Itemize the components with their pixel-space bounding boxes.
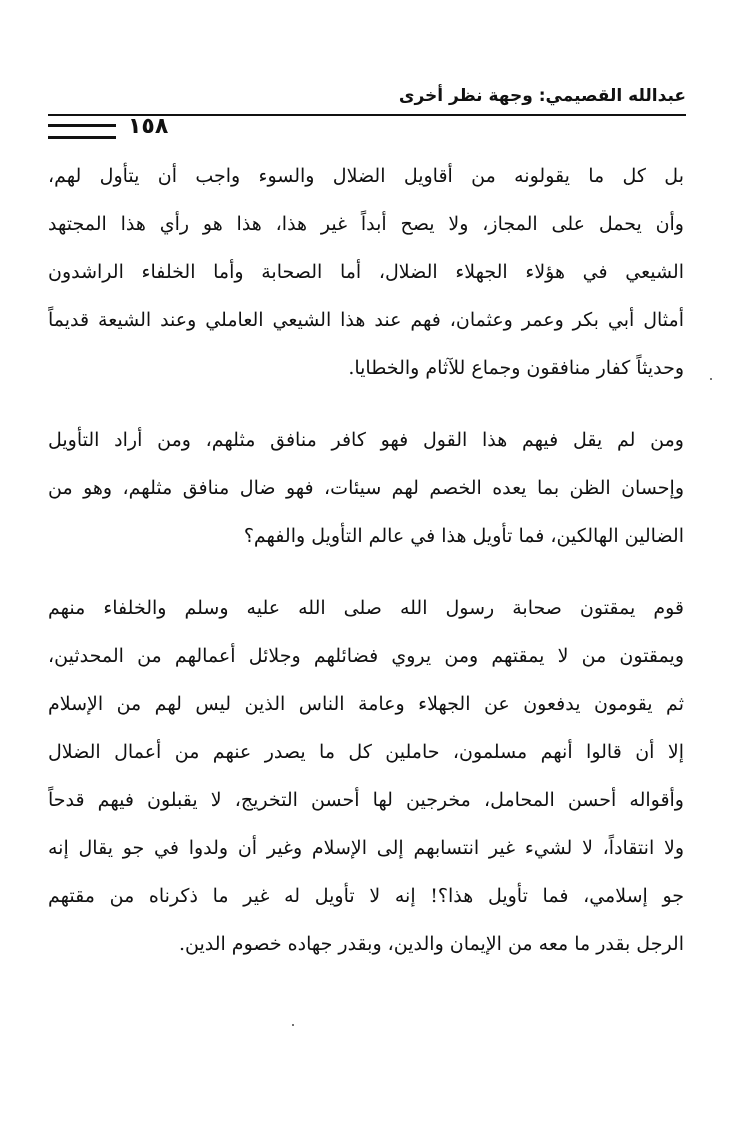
- scan-speck: [292, 1024, 294, 1026]
- paragraph-1: [48, 152, 684, 392]
- text-line: ومن لم يقل فيهم هذا القول فهو كافر منافق مثلهم، ومن أراد التأويل: [48, 429, 684, 451]
- text-line: بل كل ما يقولونه من أقاويل الضلال والسوء واجب أن يتأول لهم،: [48, 165, 684, 187]
- text-line: أمثال أبي بكر وعمر وعثمان، فهم عند هذا الشيعي العاملي وعند الشيعة قديماً: [48, 309, 684, 331]
- page-number-rule: [48, 124, 116, 139]
- text-line: وأن يحمل على المجاز، ولا يصح أبداً غير هذا، هذا هو رأي هذا المجتهد: [48, 213, 684, 235]
- text-line: وإحسان الظن بما يعده الخصم لهم سيئات، فهو ضال منافق مثلهم، وهو من: [48, 477, 684, 499]
- scan-speck: [710, 378, 712, 380]
- page-number: ١٥٨: [128, 114, 169, 139]
- text-line: ثم يقومون يدفعون عن الجهلاء وعامة الناس الذين ليس لهم من الإسلام: [48, 693, 684, 715]
- paragraph-3: [48, 584, 684, 968]
- text-line: ويمقتون من لا يمقتهم ومن يروي فضائلهم وجلائل أعمالهم من المحدثين،: [48, 645, 684, 667]
- paragraph-2: [48, 416, 684, 560]
- text-line: إلا أن قالوا أنهم مسلمون، حاملين كل ما يصدر عنهم من أعمال الضلال: [48, 741, 684, 763]
- text-line: الضالين الهالكين، فما تأويل هذا في عالم التأويل والفهم؟: [243, 525, 684, 547]
- text-line: ولا انتقاداً، لا لشيء غير انتسابهم إلى الإسلام وغير أن ولدوا في جو يقال إنه: [48, 837, 684, 859]
- text-line: الشيعي في هؤلاء الجهلاء الضلال، أما الصحابة وأما الخلفاء الراشدون: [48, 261, 684, 283]
- running-header-title: عبدالله القصيمي: وجهة نظر أخرى: [398, 86, 686, 106]
- text-line: وحديثاً كفار منافقون وجماع للآثام والخطايا.: [348, 357, 684, 379]
- text-line: جو إسلامي، فما تأويل هذا؟! إنه لا تأويل له غير ما ذكرناه من مقتهم: [48, 885, 684, 907]
- text-line: وأقواله أحسن المحامل، مخرجين لها أحسن التخريج، لا يقبلون فيهم قدحاً: [48, 789, 684, 811]
- text-line: قوم يمقتون صحابة رسول الله صلى الله عليه وسلم والخلفاء منهم: [48, 597, 684, 619]
- body-text: [48, 152, 684, 992]
- text-line: الرجل بقدر ما معه من الإيمان والدين، وبقدر جهاده خصوم الدين.: [178, 933, 684, 955]
